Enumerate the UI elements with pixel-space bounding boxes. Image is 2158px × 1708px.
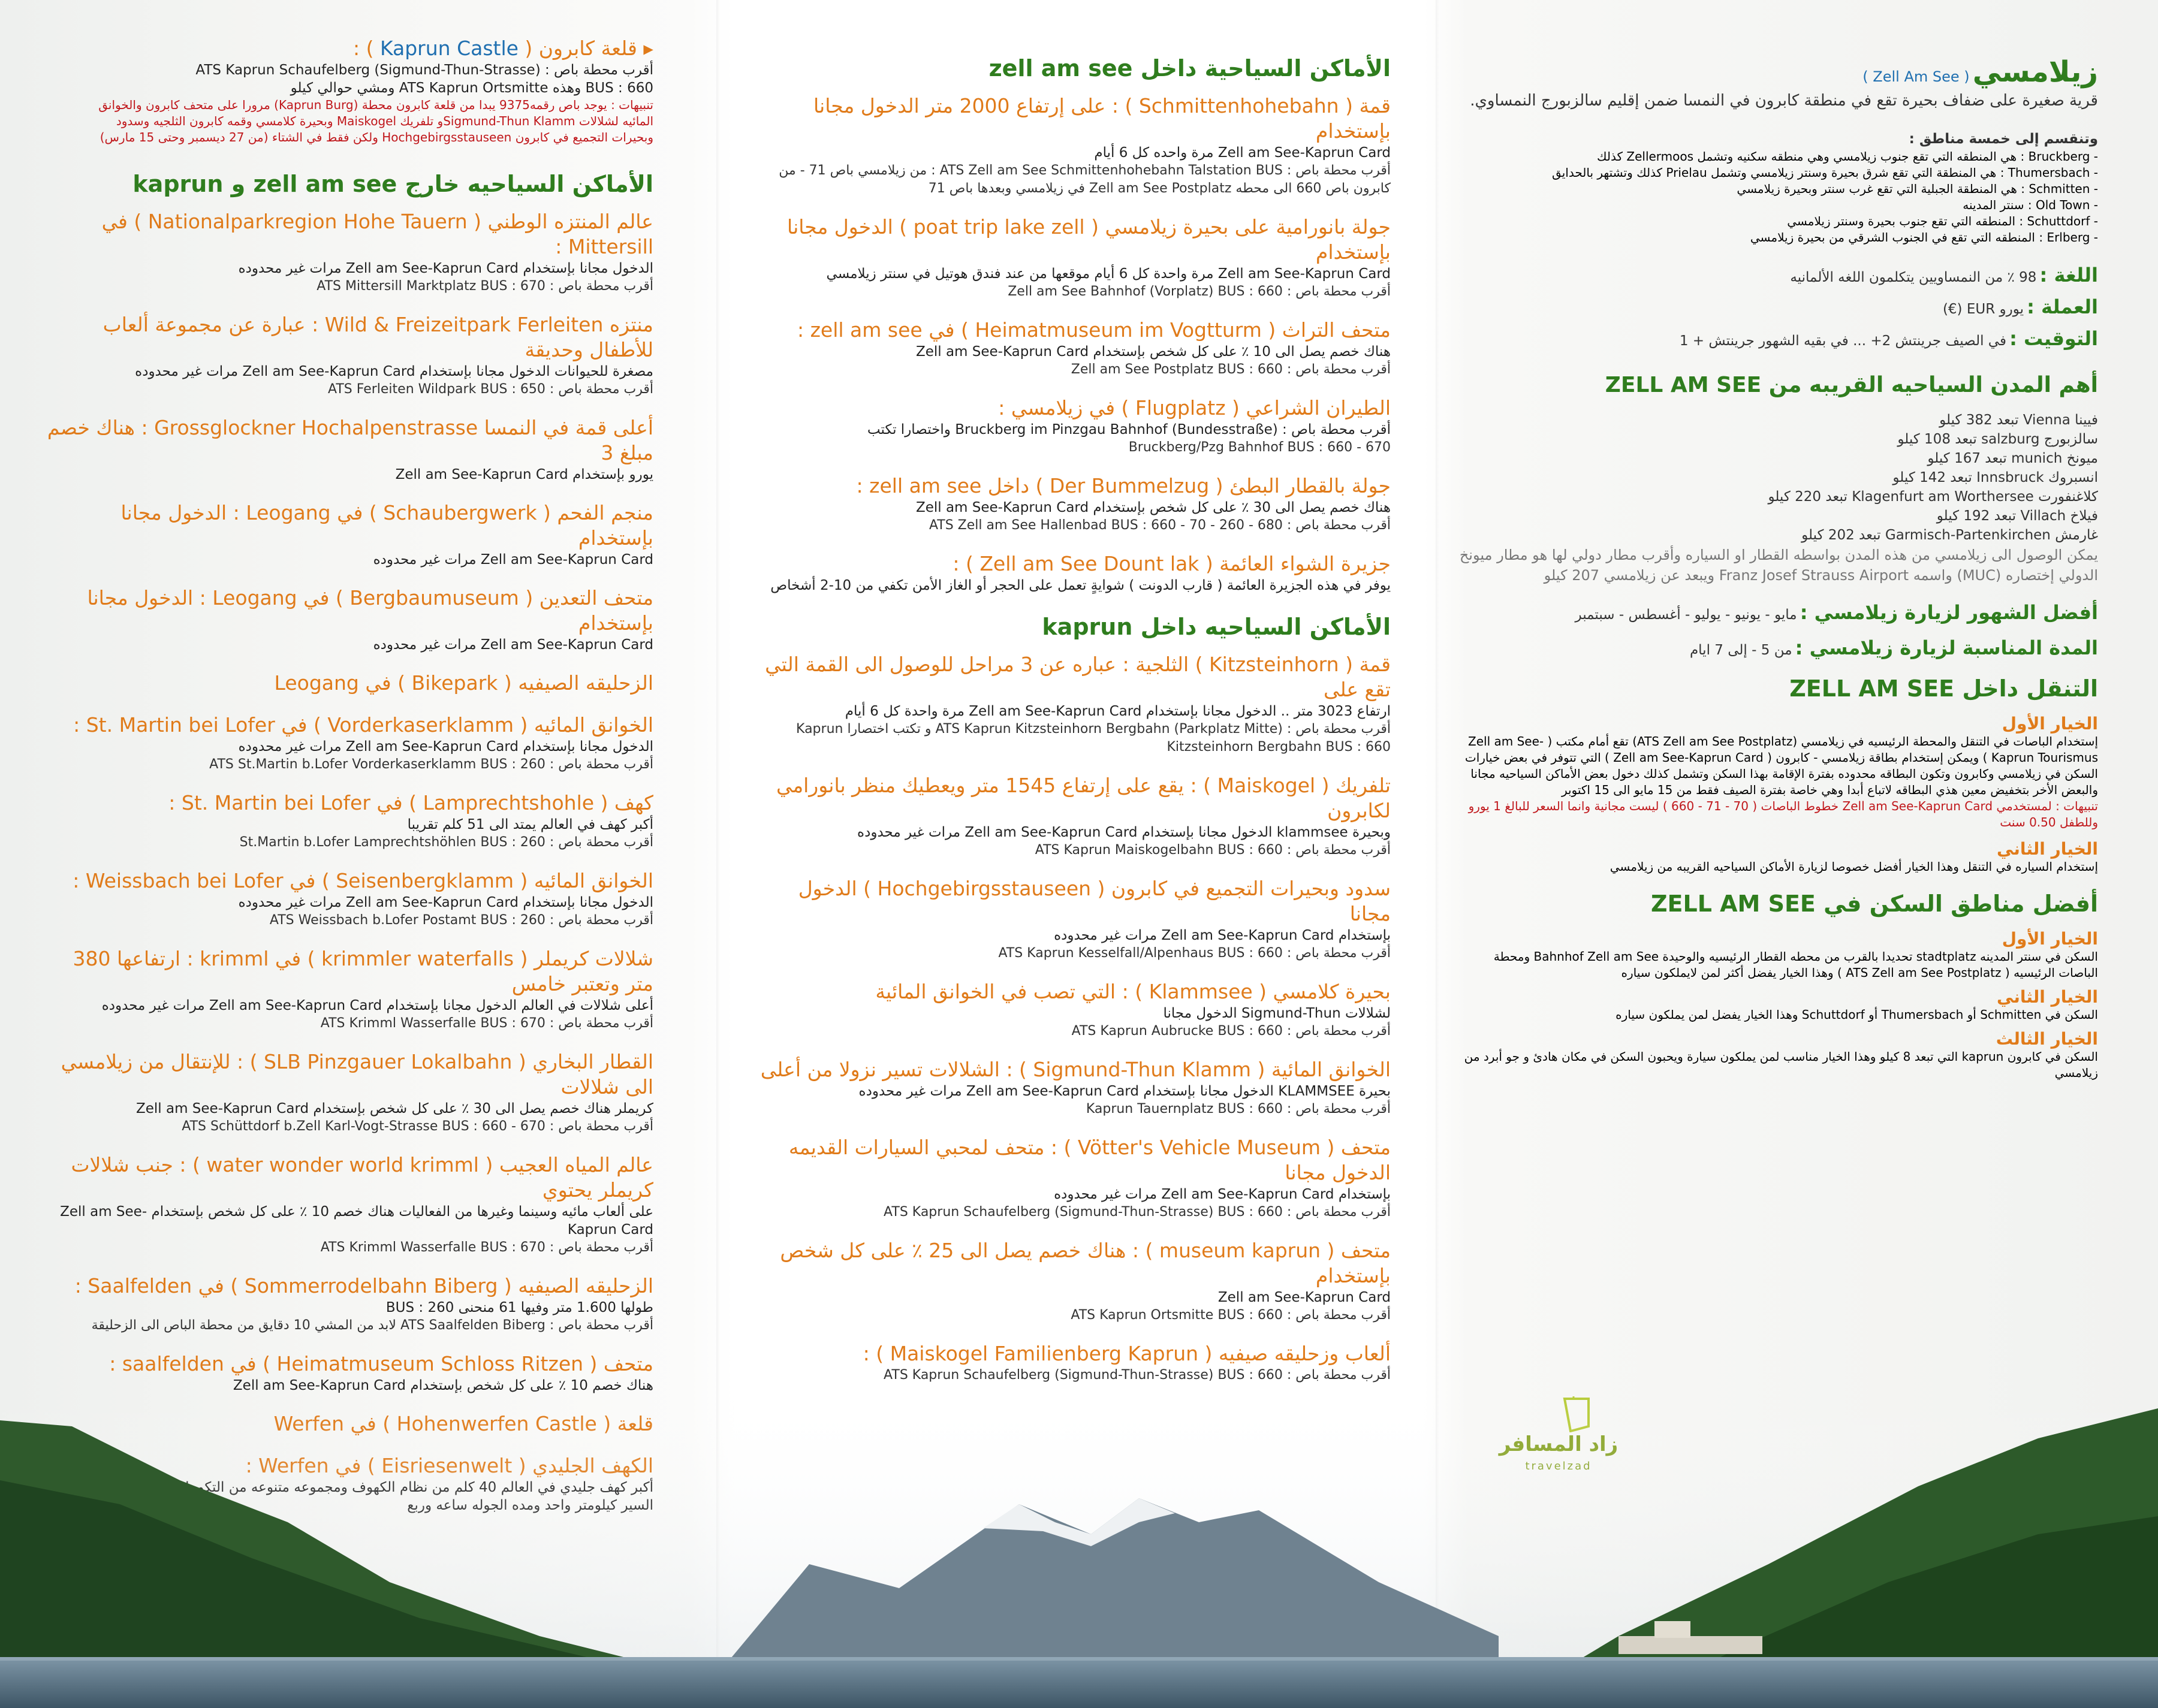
kaprun-entry-heading: متحف ( Vötter's Vehicle Museum ) : متحف لمحبي السيارات القديمه الدخول مجانا xyxy=(788,1136,1391,1184)
outside-entry-bus: أقرب محطة باص : ATS Ferleiten Wildpark BUS : 650 xyxy=(328,382,653,397)
kaprun-entry-heading: متحف ( museum kaprun ) : هناك خصم يصل الى 25 ٪ على كل شخص بإستخدام xyxy=(780,1239,1391,1287)
zell-entry-bus: أقرب محطة باص : Zell am See Postplatz BUS : 660 xyxy=(1071,362,1391,377)
kaprun-entry-bus: أقرب محطة باص : ATS Kaprun Kitzsteinhorn Bergbahn (Parkplatz Mitte) و تكتب اختصارا Kaprun Kitzsteinhorn Bergbahn BUS : 660 xyxy=(796,722,1391,755)
outside-entry-text: طولها 1.600 متر وفيها 61 منحنى BUS : 260 xyxy=(385,1300,653,1315)
kaprun-entry-bus: أقرب محطة باص : ATS Kaprun Schaufelberg (Sigmund-Thun-Strasse) BUS : 660 xyxy=(884,1368,1391,1383)
kaprun-entry-heading: تلفريك ( Maiskogel ) : يقع على إرتفاع 1545 متر ويعطيك منظر بانورامي لكابرون xyxy=(776,774,1391,822)
zell-entries-list xyxy=(755,93,1391,595)
zell-entry-text: هناك خصم يصل الى 10 ٪ على كل شخص بإستخدام Zell am See-Kaprun Card xyxy=(915,344,1391,360)
zell-section-title: الأماكن السياحية داخل zell am see xyxy=(988,55,1391,82)
kaprun-castle-heading: ▸ قلعة كابرون ( Kaprun Castle ) : xyxy=(352,37,653,60)
kaprun-entry-text: ارتفاع 3023 متر .. الدخول مجانا بإستخدام Zell am See-Kaprun Card مرة واحدة كل 6 أيام xyxy=(845,704,1391,719)
kaprun-entry xyxy=(755,979,1391,1040)
zell-entry-heading: جزيرة الشواء العائمة ( Zell am See Dount lak ) : xyxy=(953,552,1391,575)
zell-entry xyxy=(755,318,1391,379)
kaprun-entry-text: وبحيرة klammsee الدخول مجانا بإستخدام Zell am See-Kaprun Card مرات غير محدوده xyxy=(857,825,1391,840)
months-row xyxy=(1451,601,2098,624)
outside-entries-list xyxy=(42,209,653,1514)
area-item: - Thumersbach : هي المنطقة التي تقع شرق بحيرة وسنتر زيلامسي وتشمل Prielau كذلك وتشتهر بالحدايق xyxy=(1552,165,2098,180)
castle-bus-line-2: BUS : 660 وهذه ATS Kaprun Ortsmitte ومشي حوالي كيلو xyxy=(290,80,653,96)
right-panel xyxy=(1451,36,2098,1081)
outside-entry xyxy=(42,415,653,484)
language-row xyxy=(1451,264,2098,287)
outside-entry-text: الدخول مجانا بإستخدام Zell am See-Kaprun Card مرات غير محدوده xyxy=(238,895,653,910)
transport-title: التنقل داخل ZELL AM SEE xyxy=(1789,675,2098,702)
nearby-city-item: غارمش Garmisch-Partenkirchen تبعد 202 كيلو xyxy=(1801,527,2098,543)
kaprun-entry-bus: أقرب محطة باص : ATS Kaprun Ortsmitte BUS : 660 xyxy=(1071,1308,1391,1323)
zell-entry xyxy=(755,473,1391,535)
outside-entry-text: يورو بإستخدام Zell am See-Kaprun Card xyxy=(395,467,653,482)
castle-name: Kaprun Castle xyxy=(379,37,519,60)
outside-entry xyxy=(42,790,653,852)
castle-note-3: وبحيرات التجميع في كابرون Hochgebirgsstauseen ولكن فقط في الشتاء (من 27 ديسمبر وحتى 15 مارس) xyxy=(100,130,653,144)
outside-entry-heading: أعلى قمة في النمسا Grossglockner Hochalpenstrasse : هناك خصم مبلغ 3 xyxy=(47,416,653,464)
outside-entry-text: كريملر هناك خصم يصل الى 30 ٪ على كل شخص بإستخدام Zell am See-Kaprun Card xyxy=(136,1101,653,1116)
zell-entry-text: يوفر في هذه الجزيرة العائمة ( قارب الدونت ) شوايةٍ تعمل على الحجر أو الغاز الأمن تكفي من 10-2 أشخاص xyxy=(770,578,1391,593)
months-label: أفضل الشهور لزيارة زيلامسي : xyxy=(1800,601,2098,624)
outside-entry-text: على ألعاب مائيه وسينما وغيرها من الفعاليات هناك خصم 10 ٪ على كل شخص بإستخدام Zell am See-Kaprun Card xyxy=(60,1204,653,1238)
middle-panel xyxy=(755,36,1391,1401)
outside-entry-heading: كهف ( Lamprechtshohle ) في St. Martin bei Lofer : xyxy=(168,791,653,814)
castle-bus-line: أقرب محطة باص : ATS Kaprun Schaufelberg (Sigmund-Thun-Strasse) xyxy=(195,62,653,78)
outside-entry xyxy=(42,586,653,654)
kaprun-castle-entry xyxy=(42,36,653,146)
transport-opt2-text: إستخدام السياره في التنقل وهذا الخيار أفضل خصوصا لزيارة الأماكن السياحيه القريبه من زيلامسي xyxy=(1610,859,2098,874)
housing-opt1-text: السكن في سنتر المدينه stadtplatz تحديدا بالقرب من محطه القطار الرئيسيه والوحيدة Bahnhof Zell am See ومحطة الباصات الرئيسيه ( ATS Zell am See Postplatz ) وهذا الخيار يفضل أكثر لمن لايملكون سياره xyxy=(1493,949,2098,980)
nearby-city-item: فيينا Vienna تبعد 382 كيلو xyxy=(1939,412,2098,428)
kaprun-entry xyxy=(755,876,1391,962)
zell-entry-bus: أقرب محطة باص : ATS Zell am See Hallenbad BUS : 660 - 70 - 260 - 680 xyxy=(929,518,1391,533)
housing-opt3-label: الخيار الثالث xyxy=(1996,1029,2098,1049)
outside-entry xyxy=(42,671,653,696)
outside-entry-heading: منجم الفحم ( Schaubergwerk ) في Leogang : الدخول مجانا بإستخدام xyxy=(120,501,653,550)
kaprun-entry-heading: قمة ( Kitzsteinhorn ) الثلجية : عباره عن 3 مراحل للوصول الى القمة التي تقع على xyxy=(765,653,1391,701)
outside-entry-heading: عالم المنتزه الوطني ( Nationalparkregion Hohe Tauern ) في Mittersill : xyxy=(101,210,653,258)
outside-entry-bus: أقرب محطة باص : ATS Mittersill Marktplatz BUS : 670 xyxy=(317,279,653,294)
nearby-title: أهم المدن السياحيه القريبه من ZELL AM SEE xyxy=(1605,373,2098,397)
outside-entry-bus: أقرب محطة باص : ATS Krimml Wasserfalle BUS : 670 xyxy=(320,1240,653,1255)
main-title-en: ( Zell Am See ) xyxy=(1862,68,1970,85)
kaprun-entry-heading: سدود وبحيرات التجميع في كابرون ( Hochgebirgsstauseen ) الدخول مجانا xyxy=(798,877,1391,925)
housing-opt1-label: الخيار الأول xyxy=(2002,929,2098,949)
kaprun-entry xyxy=(755,1238,1391,1324)
kaprun-entries-list xyxy=(755,652,1391,1384)
lake-landscape-image xyxy=(0,1384,2158,1708)
outside-entry-text: Zell am See-Kaprun Card مرات غير محدوده xyxy=(373,552,653,568)
outside-entry xyxy=(42,209,653,295)
outside-entry-text: الدخول مجانا بإستخدام Zell am See-Kaprun Card مرات غير محدوده xyxy=(238,739,653,755)
area-item: - Schuttdorf : المنطقه التي تقع جنوب بحيرة وسنتر زيلامسي xyxy=(1787,214,2098,228)
kaprun-entry-text: بإستخدام Zell am See-Kaprun Card مرات غير محدوده xyxy=(1054,928,1391,943)
time-label: التوقيت : xyxy=(2009,327,2098,350)
castle-title: قلعة كابرون xyxy=(538,37,637,60)
left-panel xyxy=(42,36,653,1531)
kaprun-entry-bus: أقرب محطة باص : ATS Kaprun Kesselfall/Alpenhaus BUS : 660 xyxy=(998,946,1391,961)
currency-label: العملة : xyxy=(2027,295,2098,318)
kaprun-entry-bus: أقرب محطة باص : ATS Kaprun Maiskogelbahn BUS : 660 xyxy=(1035,843,1391,858)
zell-entry-heading: جولة بانورامية على بحيرة زيلامسي ( poat trip lake zell ) الدخول مجانا بإستخدام xyxy=(787,215,1391,264)
outside-entry xyxy=(42,1152,653,1257)
reach-text: يمكن الوصول الى زيلامسي من هذه المدن بواسطه القطار او السياره وأقرب مطار دولي لها هو مطار ميونخ الدولي إختصاره (MUC) واسمه Franz Josef Strauss Airport ويبعد عن زيلامسي 207 كيلو xyxy=(1459,547,2098,584)
area-item: - Old Town : سنتر المدينه xyxy=(1963,198,2098,212)
outside-entry xyxy=(42,868,653,930)
main-title: زيلامسي xyxy=(1972,55,2098,89)
outside-entry-bus: أقرب محطة باص : ATS Weissbach b.Lofer Postamt BUS : 260 xyxy=(269,913,653,928)
kaprun-entry-heading: بحيرة كلامسي ( Klammsee ) : التي تصب في الخوانق المائية xyxy=(875,980,1391,1003)
zell-entry-text: Zell am See-Kaprun Card مرة واحدة كل 6 أيام موقعها من عند فندق هوتيل في سنتر زيلامسي xyxy=(826,266,1391,282)
housing-opt2-label: الخيار الثاني xyxy=(1997,987,2098,1007)
kaprun-entry-bus: أقرب محطة باص : Kaprun Tauernplatz BUS : 660 xyxy=(1086,1102,1391,1116)
nearby-list xyxy=(1451,411,2098,545)
outside-entry-bus: أقرب محطة باص : ATS St.Martin b.Lofer Vorderkaserklamm BUS : 260 xyxy=(209,757,653,772)
outside-entry-heading: الخوانق المائيه ( Seisenbergklamm ) في Weissbach bei Lofer : xyxy=(73,869,653,892)
outside-section-title: الأماكن السياحيه خارج zell am see و kaprun xyxy=(132,171,653,197)
housing-title: أفضل مناطق السكن في ZELL AM SEE xyxy=(1650,891,2098,917)
time-row xyxy=(1451,327,2098,351)
zell-entry-text: Zell am See-Kaprun Card مرة واحده كل 6 أيام xyxy=(1094,145,1391,161)
nearby-city-item: سالزبورج salzburg تبعد 108 كيلو xyxy=(1897,431,2098,447)
outside-entry-text: مصغرة للحيوانات الدخول مجانا بإستخدام Zell am See-Kaprun Card مرات غير محدوده xyxy=(135,364,653,379)
main-title-row xyxy=(1451,54,2098,90)
outside-entry-bus: أقرب محطة باص : ATS Krimml Wasserfalle BUS : 670 xyxy=(320,1016,653,1031)
outside-entry-bus: أقرب محطة باص : St.Martin b.Lofer Lamprechtshöhlen BUS : 260 xyxy=(239,835,653,850)
outside-entry-heading: عالم المياه العجيب ( water wonder world krimml ) : جنب شلالات كريملر يحتوي xyxy=(71,1153,653,1202)
outside-entry-heading: الزحليقه الصيفيه ( Sommerrodelbahn Biberg ) في Saalfelden : xyxy=(74,1274,653,1297)
castle-note-1: تنبيهات : يوجد باص رقمه9375 يبدا من قلعة كابرون محطة (Kaprun Burg) مرورا على متحف كابرون والخوانق xyxy=(98,98,653,112)
kaprun-entry-bus: أقرب محطة باص : ATS Kaprun Aubrucke BUS : 660 xyxy=(1071,1024,1391,1039)
outside-entry xyxy=(42,1049,653,1136)
currency-value: يورو EUR (€) xyxy=(1942,301,2024,317)
area-item: - Bruckberg : هي المنطقه التي تقع جنوب زيلامسي وهي منطقه سكنيه وتشمل Zellermoos كذلك xyxy=(1597,149,2098,164)
time-value: في الصيف جرينتش 2+ ... في بقيه الشهور جرينتش + 1 xyxy=(1679,333,2006,349)
housing-opt3-text: السكن في كابرون kaprun التي تبعد 8 كيلو وهذا الخيار مناسب لمن يملكون سيارة ويحبون السكن في مكان هادئ و جو أبرد من زيلامسي xyxy=(1464,1049,2098,1080)
currency-row xyxy=(1451,295,2098,319)
transport-opt1-note: تنبيهات : لمستخدمي Zell am See-Kaprun Card خطوط الباصات ( 70 - 71 - 660 ) ليست مجانية وانما السعر للبالغ 1 يورو وللطفل 0.50 سنت xyxy=(1468,799,2098,829)
kaprun-entry xyxy=(755,1135,1391,1221)
outside-entry-heading: الخوانق المائيه ( Vorderkaserklamm ) في St. Martin bei Lofer : xyxy=(73,713,653,737)
areas-intro: وتنقسم إلى خمسة مناطق : xyxy=(1909,131,2098,147)
outside-entry-text: الدخول مجانا بإستخدام Zell am See-Kaprun Card مرات غير محدوده xyxy=(238,261,653,276)
kaprun-entry-bus: أقرب محطة باص : ATS Kaprun Schaufelberg (Sigmund-Thun-Strasse) BUS : 660 xyxy=(884,1205,1391,1220)
language-value: 98 ٪ من النمساويين يتكلمون اللغه الألمانيه xyxy=(1790,270,2037,285)
outside-entry-heading: القطار البخاري ( SLB Pinzgauer Lokalbahn ) : للإنتقال من زيلامسي الى شلالات xyxy=(61,1050,653,1099)
kaprun-entry xyxy=(755,652,1391,756)
outside-entry-heading: شلالات كريملر ( krimmler waterfalls ) في krimml : ارتفاعها 380 متر وتعتبر خامس xyxy=(73,947,653,995)
outside-entry-heading: متحف ( Heimatmuseum Schloss Ritzen ) في saalfelden : xyxy=(109,1352,653,1375)
area-item: - Schmitten : هي المنطقة الجبلية التي تقع غرب سنتر وبحيرة زيلامسي xyxy=(1737,182,2098,196)
outside-entry-text: أكبر كهف في العالم يمتد الى 51 كلم تقريبا xyxy=(407,817,653,832)
duration-value: من 5 - إلى 7 ايام xyxy=(1689,642,1792,658)
outside-entry xyxy=(42,500,653,569)
duration-row xyxy=(1451,636,2098,660)
kaprun-entry-heading: ألعاب وزحليقه صيفيه ( Maiskogel Familienberg Kaprun ) : xyxy=(863,1342,1391,1365)
outside-entry-heading: متحف التعدين ( Bergbaumuseum ) في Leogang : الدخول مجانا بإستخدام xyxy=(87,586,653,635)
kaprun-entry-text: لشلالات Sigmund-Thun الدخول مجانا xyxy=(1163,1006,1391,1021)
zell-entry-heading: جولة بالقطار البطئ ( Der Bummelzug ) داخل zell am see : xyxy=(856,474,1391,497)
nearby-city-item: ميونخ munich تبعد 167 كيلو xyxy=(1927,451,2098,466)
kaprun-entry-text: بإستخدام Zell am See-Kaprun Card مرات غير محدوده xyxy=(1054,1187,1391,1202)
zell-entry xyxy=(755,396,1391,457)
outside-entry-heading: الزحليقه الصيفيه ( Bikepark ) في Leogang xyxy=(274,671,653,695)
outside-entry-text: أعلى شلالات في العالم الدخول مجانا بإستخدام Zell am See-Kaprun Card مرات غير محدوده xyxy=(101,998,653,1013)
outside-entry xyxy=(42,946,653,1033)
outside-entry xyxy=(42,312,653,399)
zell-entry-text: أقرب محطة باص : Bruckberg im Pinzgau Bahnhof (Bundesstraße) واختصارا تكتب xyxy=(867,422,1391,437)
zell-entry-bus: أقرب محطة باص : Zell am See Bahnhof (Vorplatz) BUS : 660 xyxy=(1008,284,1391,299)
zell-entry-heading: متحف التراث ( Heimatmuseum im Vogtturm ) في zell am see : xyxy=(797,318,1391,342)
nearby-city-item: فيلاخ Villach تبعد 192 كيلو xyxy=(1936,508,2098,524)
zell-entry xyxy=(755,93,1391,198)
outside-entry xyxy=(42,1274,653,1335)
kaprun-section-title: الأماكن السياحيه داخل kaprun xyxy=(1042,614,1391,640)
housing-opt2-text: السكن في Schmitten أو Thumersbach أو Schuttdorf وهذا الخيار يفضل لمن يملكون سياره xyxy=(1616,1007,2098,1022)
areas-list xyxy=(1451,149,2098,246)
zell-entry xyxy=(755,215,1391,301)
outside-entry-heading: منتزه Wild & Freizeitpark Ferleiten : عبارة عن مجموعة ألعاب للأطفال وحديقة xyxy=(103,313,653,361)
zell-entry xyxy=(755,551,1391,595)
kaprun-entry xyxy=(755,1341,1391,1384)
kaprun-entry-heading: الخوانق المائية ( Sigmund-Thun Klamm ) : الشلالات تسير نزولا من أعلى xyxy=(760,1058,1391,1081)
intro-text: قرية صغيرة على ضفاف بحيرة تقع في منطقة كابرون في النمسا ضمن إقليم سالزبورج النمساوي. xyxy=(1470,92,2098,110)
outside-entry-text: Zell am See-Kaprun Card مرات غير محدوده xyxy=(373,637,653,653)
castle-note-2: المائيه لشلالات Sigmund-Thun Klammو تلفريك Maiskogel وبحيرة كلامسي وقمه كابرون الثلجيه وسدود xyxy=(116,114,653,128)
outside-entry xyxy=(42,713,653,774)
transport-opt1-label: الخيار الأول xyxy=(2002,714,2098,734)
kaprun-entry-text: Zell am See-Kaprun Card xyxy=(1217,1290,1391,1305)
kaprun-entry-text: بحيرة KLAMMSEE الدخول مجانا بإستخدام Zell am See-Kaprun Card مرات غير محدوده xyxy=(858,1084,1391,1099)
transport-opt2-label: الخيار الثاني xyxy=(1997,839,2098,859)
outside-entry-bus: أقرب محطة باص : ATS Schüttdorf b.Zell Karl-Vogt-Strasse BUS : 660 - 670 xyxy=(182,1119,653,1134)
kaprun-entry xyxy=(755,1057,1391,1118)
area-item: - Erlberg : المنطقه التي تقع في الجنوب الشرقي من بحيرة زيلامسي xyxy=(1750,230,2098,245)
nearby-city-item: انسبروك Innsbruck تبعد 142 كيلو xyxy=(1892,470,2098,485)
language-label: اللغة : xyxy=(2039,264,2098,286)
zell-entry-bus: Bruckberg/Pzg Bahnhof BUS : 660 - 670 xyxy=(1128,440,1391,455)
zell-entry-heading: قمة ( Schmittenhohebahn ) : على إرتفاع 2000 متر الدخول مجانا بإستخدام xyxy=(813,94,1391,143)
zell-entry-text: هناك خصم يصل الى 30 ٪ على كل شخص بإستخدام Zell am See-Kaprun Card xyxy=(915,500,1391,515)
nearby-city-item: كلاغنفورت Klagenfurt am Worthersee تبعد 220 كيلو xyxy=(1768,489,2098,505)
zell-entry-heading: الطيران الشراعي ( Flugplatz ) في زيلامسي : xyxy=(998,396,1391,420)
outside-entry-bus: أقرب محطة باص : ATS Saalfelden Biberg لابد من المشي 10 دقايق من محطة الباص الى الزحليقة xyxy=(91,1318,653,1333)
kaprun-entry xyxy=(755,773,1391,859)
duration-label: المدة المناسبة لزيارة زيلامسي : xyxy=(1795,636,2098,659)
transport-opt1-text: إستخدام الباصات في التنقل والمحطة الرئيسيه في زيلامسي (ATS Zell am See Postplatz) تقع أمام مكتب ( Zell am See-Kaprun Tourismus ) ويمكن إستخدام بطاقة زيلامسي - كابرون ( Zell am See-Kaprun Card ) التي تتوفر في بعض خيارات السكن في زيلامسي وكابرون وتكون البطاقه محدوده بفترة الإقامة بهذا السكن وتشمل كذلك دخول بعض الأماكن السياحيه مجانا والبعض الأخر بتخفيض معين هذي البطاقه لاتباع أبدا وهي خاصة بفترة الصيف فقط من 15 مايو الى 15 اكتوبر xyxy=(1464,734,2098,797)
zell-entry-bus: أقرب محطة باص : ATS Zell am See Schmittenhohebahn Talstation BUS : من زيلامسي باص 71 - من كابرون باص 660 الى محطه Zell am See Postplatz في زيلامسي وبعدها باص 71 xyxy=(779,163,1391,196)
months-value: مايو - يونيو - يوليو - أغسطس - سبتمبر xyxy=(1575,607,1797,623)
